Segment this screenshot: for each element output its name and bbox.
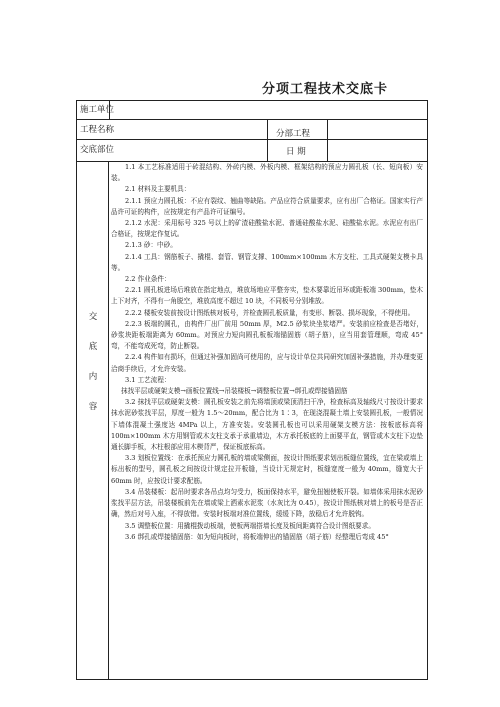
paragraph: 2.1.3 砂：中砂。 — [125, 241, 177, 250]
paragraph: 3.3 划板位置线：在承托预应力圆孔板的墙或梁侧面，按设计图纸要求划出板缝位置线，宜在梁或墙上标出板的型号，圆孔板之间按设计规定拉开板缝，当设计无规定时，板缝宽度一般为 40mm，缝宽大于 60mm 时，应按设计要求配筋。 — [111, 454, 423, 485]
paragraph: 2.1 材料及主要机具： — [125, 185, 191, 194]
side-char-3: 内 — [88, 372, 98, 382]
paragraph: 2.2.1 圆孔板进场后堆放在指定地点，堆放场地应平整夯实，垫木要靠近吊环或距板端 300mm，垫木上下对齐，不得有一角脱空，堆放高度不超过 10 块，不同板号分别堆放。 — [111, 286, 423, 306]
construction-unit-label: 施工单位 — [80, 105, 115, 115]
paragraph: 2.1.4 工具：钢筋板子、撬棍、套管、钢管支撑、100mm×100mm 木方支柱、工具式硬架支模卡具等。 — [111, 252, 423, 272]
sub-project-divider — [327, 120, 328, 139]
paragraph: 2.1.1 预应力圆孔板：不应有裂纹、翘曲等缺陷。产品应符合质量要求，应有出厂合格证。国家实行产品许可证的构件，应按规定有产品许可证编号。 — [111, 196, 423, 216]
process-flow: 抹找平层或硬架支模→画板位置线→吊装楼板→调整板位置→绑孔或焊接锚固筋 — [121, 387, 348, 396]
label-divider — [109, 101, 110, 119]
side-char-2: 底 — [88, 342, 98, 352]
paragraph: 3.1 工艺流程： — [125, 375, 171, 384]
project-name-row — [77, 120, 427, 140]
paragraph: 3.5 调整板位置：用撬棍拨动板端，使板两端搭墙长度及板间距离符合设计图纸要求。 — [125, 521, 375, 530]
paragraph: 2.2.2 楼板安装前按设计图纸核对板号，并检查圆孔板质量，有变形、断裂、损坏现象，不得使用。 — [125, 308, 415, 317]
paragraph: 3.2 抹找平层或硬架支模：圆孔板安装之前先将墙顶或梁顶清扫干净，检查标高及轴线尺寸按设计要求抹水泥砂浆找平层，厚度一般为 1.5～20mm，配合比为 1∶3，在现浇混凝土墙上安装圆孔板，一般情况下墙体混凝土强度达 4MPa 以上，方准安装。安装圆孔板也可以采用硬架支模方法：按板底标高将 100m×100mm 木方用钢管或木支柱支承于承重墙边，木方承托板底的上面要平直，钢管或木支柱下边垫通长脚手板，木柱根部应用木楔背严，保证板底标高。 — [111, 398, 423, 452]
side-label-column — [77, 162, 109, 679]
paragraph: 3.4 吊装楼板：起吊时要求各吊点均匀受力，板面保持水平，避免扭翘使板开裂。如墙体采用抹水泥砂浆找平层方法，吊装楼板前先在墙或梁上洒素水泥浆（水灰比为 0.45），按设计图纸核对墙上的板号是否正确，然后对号入座，不得放错。安装时板端对准位置线，缓缓下降，放稳后才允许脱钩。 — [111, 487, 423, 519]
dept-divider — [267, 140, 268, 161]
project-divider — [267, 120, 268, 139]
paragraph: 3.6 绑孔或焊接锚固筋：如为短向板时，将板端伸出的锚固筋（胡子筋）经整理后弯成 45° — [125, 532, 389, 541]
side-char-1: 交 — [88, 312, 98, 322]
handover-form — [76, 100, 428, 680]
paragraph: 2.1.2 水泥：采用标号 325 号以上的矿渣硅酸盐水泥、普通硅酸盐水泥、硅酸盐水泥。水泥应有出厂合格证，按规定作复试。 — [111, 219, 423, 239]
content-body — [111, 162, 423, 679]
date-label: 日 期 — [286, 147, 306, 157]
paragraph: 2.2.3 板端的圆孔，由构件厂出厂前用 50mm 厚，M2.5 砂浆块坐浆堵严。安装前应检查是否堵好，砂浆块距板端距离为 60mm。对预应力短向圆孔板板端锚固筋（胡子筋），应当用套管理顺，弯成 45° 弯，不能弯成死弯，防止断裂。 — [111, 319, 423, 351]
paragraph: 1.1 本工艺标准适用于砖混结构、外砖内模、外板内模、框架结构的预应力圆孔板（长、短向板）安装。 — [111, 163, 423, 183]
side-char-4: 容 — [88, 402, 98, 412]
handover-dept-row — [77, 140, 427, 162]
content-section — [77, 162, 427, 679]
handover-dept-label: 交底部位 — [80, 145, 115, 155]
construction-unit-row — [77, 101, 427, 120]
document-title: 分项工程技术交底卡 — [261, 82, 388, 97]
project-name-label: 工程名称 — [80, 125, 115, 135]
paragraph: 2.2.4 构件如有损坏，但通过补强加固尚可使用的，应与设计单位共同研究加固补强措施，并办理变更洽商手续后，才允许安装。 — [111, 353, 423, 373]
sub-project-label: 分部工程 — [276, 129, 311, 139]
date-divider — [327, 140, 328, 161]
paragraph: 2.2 作业条件： — [125, 275, 171, 284]
